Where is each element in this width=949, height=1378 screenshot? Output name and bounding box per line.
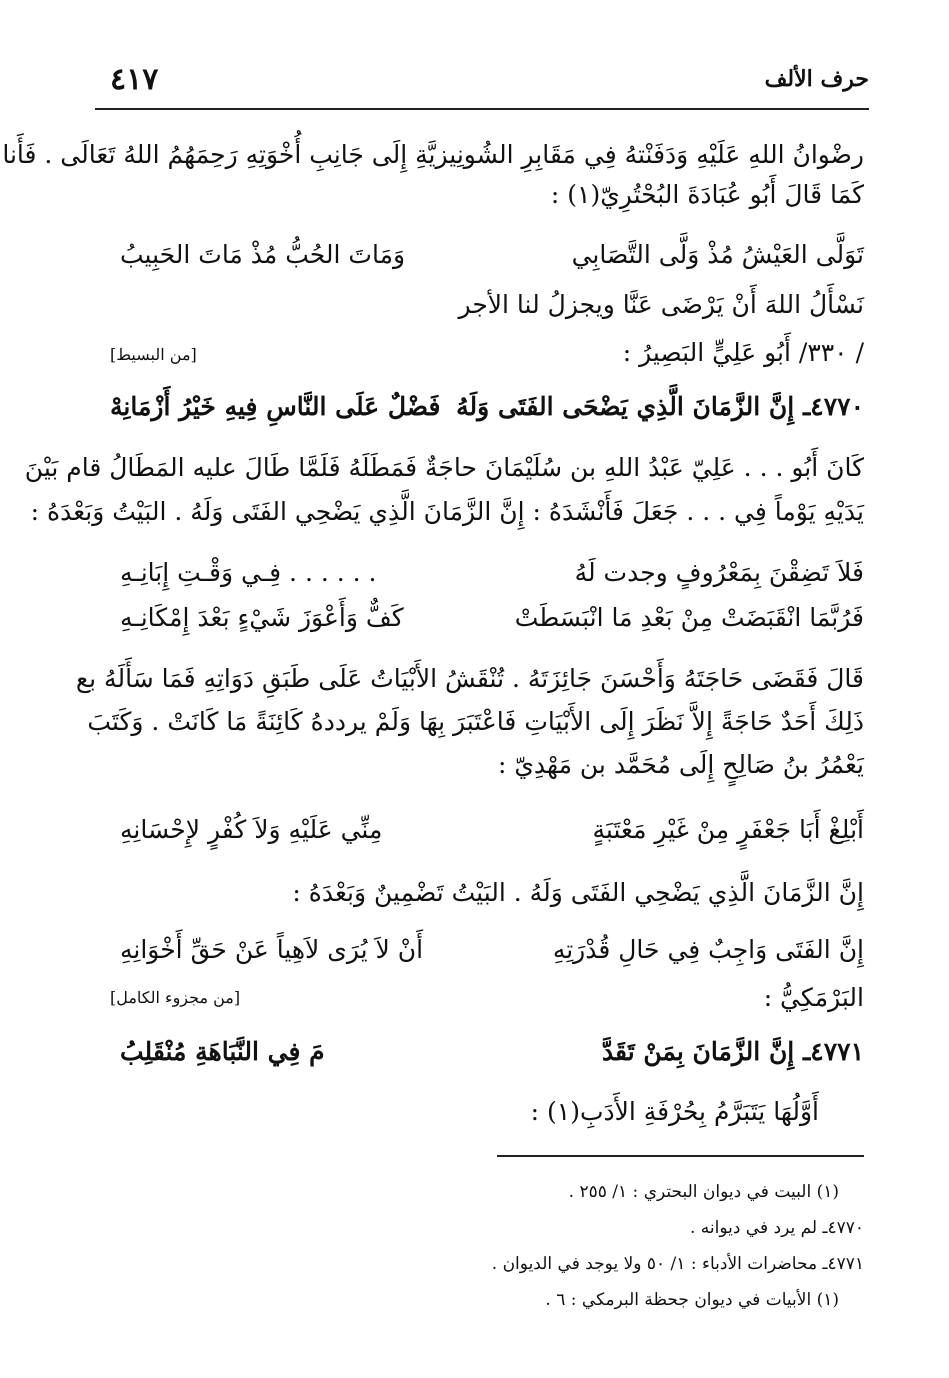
poem-4771-first-hemistich: ٤٧٧١ـ إِنَّ الزَّمَانَ بِمَنْ تَقَدَّ: [601, 1037, 864, 1066]
poem-4770-second-hemistich: فَضْلٌ عَلَى النَّاسِ فِيهِ خَيْرُ أَزْمَانِهْ: [110, 392, 441, 421]
paragraph-line: كَمَا قَالَ أَبُو عُبَادَةَ البُحْتُرِيّ(١) :: [550, 180, 864, 209]
chapter-title: حرف الألف: [764, 66, 869, 92]
verse-second-hemistich: كَفٌّ وَأَعْوَزَ شَيْءٍ بَعْدَ إِمْكَانِـهِ: [120, 603, 404, 632]
verse-second-hemistich: وَمَاتَ الحُبُّ مُذْ مَاتَ الحَبِيبُ: [120, 240, 406, 269]
footnote-rule: [497, 1155, 864, 1157]
paragraph-line: إِنَّ الزَّمَانَ الَّذِي يَضْحِي الفَتَى وَلَهُ . البَيْتُ تَضْمِينٌ وَبَعْدَهُ :: [292, 878, 864, 907]
verse-first-hemistich: أَبْلِغْ أَبَا جَعْفَرٍ مِنْ غَيْرِ مَعْتَبَةٍ: [592, 815, 864, 844]
paragraph-line: رضْوانُ اللهِ عَلَيْهِ وَدَفَنْتهُ فِي مَقَابِرِ الشُونِيزيَّةِ إِلَى جَانِبِ أُخْوَتِهِ رَحِمَهُمُ اللهُ تَعَالَى . فَأَنا: [2, 140, 864, 169]
paragraph-line: أَوَّلُهَا يَتَبَرَّمُ بِحُرْفَةِ الأَدَبِ(١) :: [530, 1097, 819, 1126]
header-rule: [95, 108, 869, 110]
paragraph-line: يَعْمُرُ بنُ صَالِحٍ إِلَى مُحَمَّد بن مَهْدِيّ :: [497, 750, 864, 779]
meter-label: [من مجزوء الكامل]: [110, 988, 241, 1007]
meter-label: [من البسيط]: [110, 345, 197, 364]
verse-second-hemistich: أَنْ لاَ يُرَى لاَهِياً عَنْ حَقِّ أَخْوَانِهِ: [120, 935, 424, 964]
footnote: ٤٧٧١ـ محاضرات الأدباء : ١/ ٥٠ ولا يوجد في الديوان .: [491, 1254, 864, 1274]
paragraph-line: ذَلِكَ أَحَدٌ حَاجَةً إِلاَّ نَظَرَ إِلَى الأَبْيَاتِ فَاعْتَبَرَ بِهَا وَلَمْ يرددهُ كَائِنَةً مَا كَانَتْ . وَكَتَبَ: [87, 707, 864, 736]
entry-heading: / ٣٣٠/ أَبُو عَلِيٍّ البَصِيرُ :: [622, 338, 864, 367]
verse-first-hemistich: فَرُبَّمَا انْقَبَضَتْ مِنْ بَعْدِ مَا انْبَسَطَتْ: [514, 603, 864, 632]
entry-heading: البَرْمَكِيُّ :: [763, 983, 864, 1012]
verse-first-hemistich: إِنَّ الفَتَى وَاجِبٌ فِي حَالِ قُدْرَتِهِ: [552, 935, 864, 964]
page-number: ٤١٧: [110, 62, 159, 97]
verse-first-hemistich: تَوَلَّى العَيْشُ مُذْ وَلَّى التَّصَابِي: [571, 240, 864, 269]
footnote: (١) الأبيات في ديوان جحظة البرمكي : ٦ .: [545, 1290, 839, 1310]
verse-second-hemistich: مِنِّي عَلَيْهِ وَلاَ كُفْرٍ لإِحْسَانِهِ: [120, 815, 383, 844]
verse-second-hemistich: . . . . . . فِـي وَقْـتِ إِبَانِـهِ: [120, 558, 377, 587]
verse-first-hemistich: فَلاَ تَضِقْنَ بِمَعْرُوفٍ وجدت لَهُ: [574, 558, 864, 587]
poem-4770-first-hemistich: ٤٧٧٠ـ إِنَّ الزَّمَانَ الَّذِي يَضْحَى الفَتَى وَلَهُ: [456, 392, 864, 421]
paragraph-line: نَسْأَلُ اللهَ أَنْ يَرْضَى عَنَّا ويجزلُ لنا الأجر: [458, 290, 864, 319]
paragraph-line: يَدَيْهِ يَوْماً فِي . . . جَعَلَ فَأَنْشَدَهُ : إِنَّ الزَّمَانَ الَّذِي يَضْحِي الفَتَى وَلَهُ . البَيْتُ وَبَعْدَهُ :: [30, 497, 864, 526]
paragraph-line: كَانَ أَبُو . . . عَلِيّ عَبْدُ اللهِ بن سُلَيْمَانَ حاجَةٌ فَمَطَلَهُ فَلَمَّا طَالَ عليه المَطَالُ قام بَيْنَ: [24, 453, 864, 482]
footnote: (١) البيت في ديوان البحتري : ١/ ٢٥٥ .: [568, 1182, 839, 1202]
poem-4771-second-hemistich: مَ فِي النَّبَاهَةِ مُنْقَلِبُ: [120, 1037, 325, 1066]
footnote: ٤٧٧٠ـ لم يرد في ديوانه .: [689, 1218, 864, 1238]
paragraph-line: قَالَ فَقَضَى حَاجَتَهُ وَأَحْسَنَ جَائِزَتَهُ . تُنْقَشُ الأَبْيَاتُ عَلَى طَبَقِ دَوَاتِهِ فَمَا سَأَلَهُ بع: [75, 664, 864, 693]
